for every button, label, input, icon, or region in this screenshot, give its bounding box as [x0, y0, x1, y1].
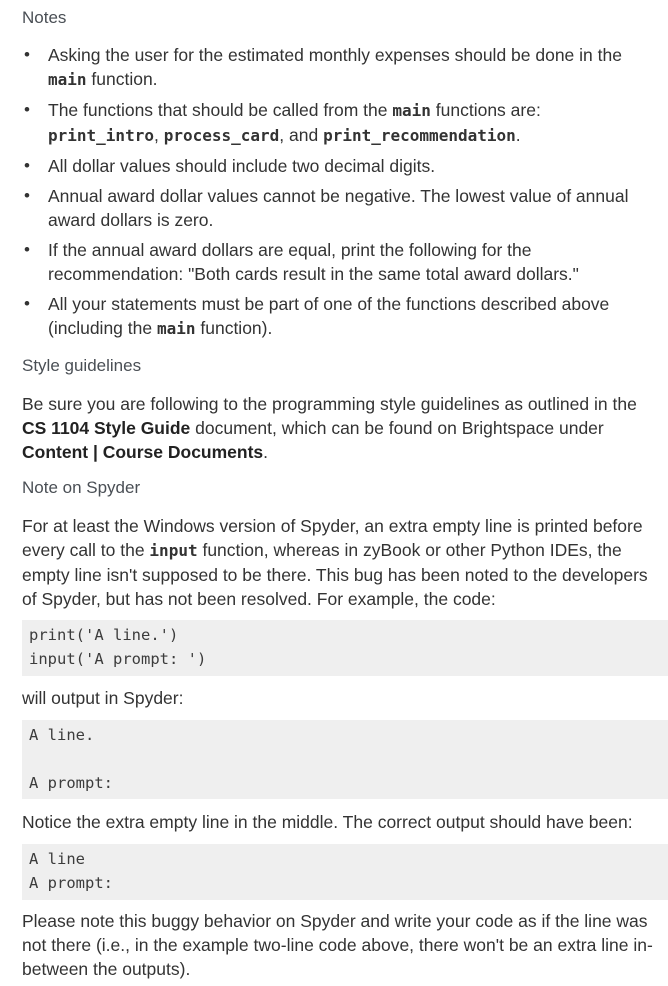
- code-line: print('A line.'): [29, 626, 179, 644]
- style-guide-link[interactable]: CS 1104 Style Guide: [22, 418, 191, 438]
- inline-code: print_recommendation: [323, 126, 516, 145]
- course-documents-link[interactable]: Content | Course Documents: [22, 442, 264, 462]
- note-text: If the annual award dollars are equal, print the following for the recommendation: "Both cards result in the same total award dollars.": [48, 240, 579, 284]
- output-line: A line.: [29, 726, 95, 744]
- style-text-after: .: [263, 442, 269, 462]
- bullet-icon: •: [24, 100, 30, 119]
- note-text: All your statements must be part of one of the functions described above (including the: [48, 294, 610, 338]
- closing-paragraph: Please note this buggy behavior on Spyder and write your code as if the line was not there (i.e., in the example two-line code above, there won't be an extra line in-between the outputs).: [22, 911, 653, 979]
- output-line: [22, 747, 668, 771]
- bullet-icon: •: [24, 156, 30, 175]
- notice-paragraph: Notice the extra empty line in the middle. The correct output should have been:: [22, 812, 633, 832]
- spyder-output-block: [22, 720, 668, 799]
- output-label: will output in Spyder:: [22, 688, 184, 708]
- notes-heading: Notes: [22, 8, 67, 27]
- inline-code: main: [48, 70, 87, 89]
- style-text-before: Be sure you are following to the programming style guidelines as outlined in the: [22, 394, 637, 414]
- spyder-intro-paragraph: [22, 514, 654, 611]
- note-text: functions are:: [430, 100, 541, 120]
- style-guidelines-paragraph: [22, 392, 654, 464]
- note-text: , and: [279, 125, 324, 145]
- inline-code: process_card: [163, 126, 280, 145]
- note-item: [0, 292, 668, 341]
- code-line: input('A prompt: '): [29, 650, 207, 668]
- note-text: Annual award dollar values cannot be negative. The lowest value of annual award dollars is zero.: [48, 186, 629, 230]
- note-text: .: [515, 125, 521, 145]
- note-item: [0, 184, 668, 232]
- spyder-heading: Note on Spyder: [22, 478, 141, 497]
- notes-list: [0, 43, 668, 347]
- inline-code: print_intro: [48, 126, 154, 145]
- note-text: The functions that should be called from the: [48, 100, 393, 120]
- inline-code: main: [392, 101, 431, 120]
- bullet-icon: •: [24, 240, 30, 259]
- note-text: Asking the user for the estimated monthly expenses should be done in the: [48, 45, 622, 65]
- note-text: function.: [86, 69, 158, 89]
- note-item: [0, 154, 668, 178]
- output-line: A prompt:: [29, 774, 113, 792]
- correct-output-block: [22, 844, 668, 900]
- inline-code: main: [156, 319, 196, 338]
- spyder-intro-after: function, whereas in zyBook or other Python IDEs, the empty line isn't supposed to be there. This bug has been noted to the developers of Spyder, but has not been resolved. For example, the code:: [22, 540, 648, 609]
- spyder-intro-before: For at least the Windows version of Spyder, an extra empty line is printed before every call to the: [22, 516, 643, 560]
- note-text: ,: [153, 125, 164, 145]
- bullet-icon: •: [24, 186, 30, 205]
- correct-line: A prompt:: [29, 874, 113, 892]
- bullet-icon: •: [24, 45, 30, 64]
- correct-line: A line: [29, 850, 85, 868]
- style-guidelines-heading: Style guidelines: [22, 356, 142, 375]
- code-example-block: [22, 620, 668, 676]
- note-item: [0, 98, 668, 148]
- note-text: function).: [195, 318, 273, 338]
- style-text-middle: document, which can be found on Brightspace under: [190, 418, 604, 438]
- note-text: All dollar values should include two decimal digits.: [48, 156, 436, 176]
- input-code: input: [149, 541, 198, 560]
- note-item: [0, 43, 668, 92]
- bullet-icon: •: [24, 294, 30, 313]
- note-item: [0, 238, 668, 286]
